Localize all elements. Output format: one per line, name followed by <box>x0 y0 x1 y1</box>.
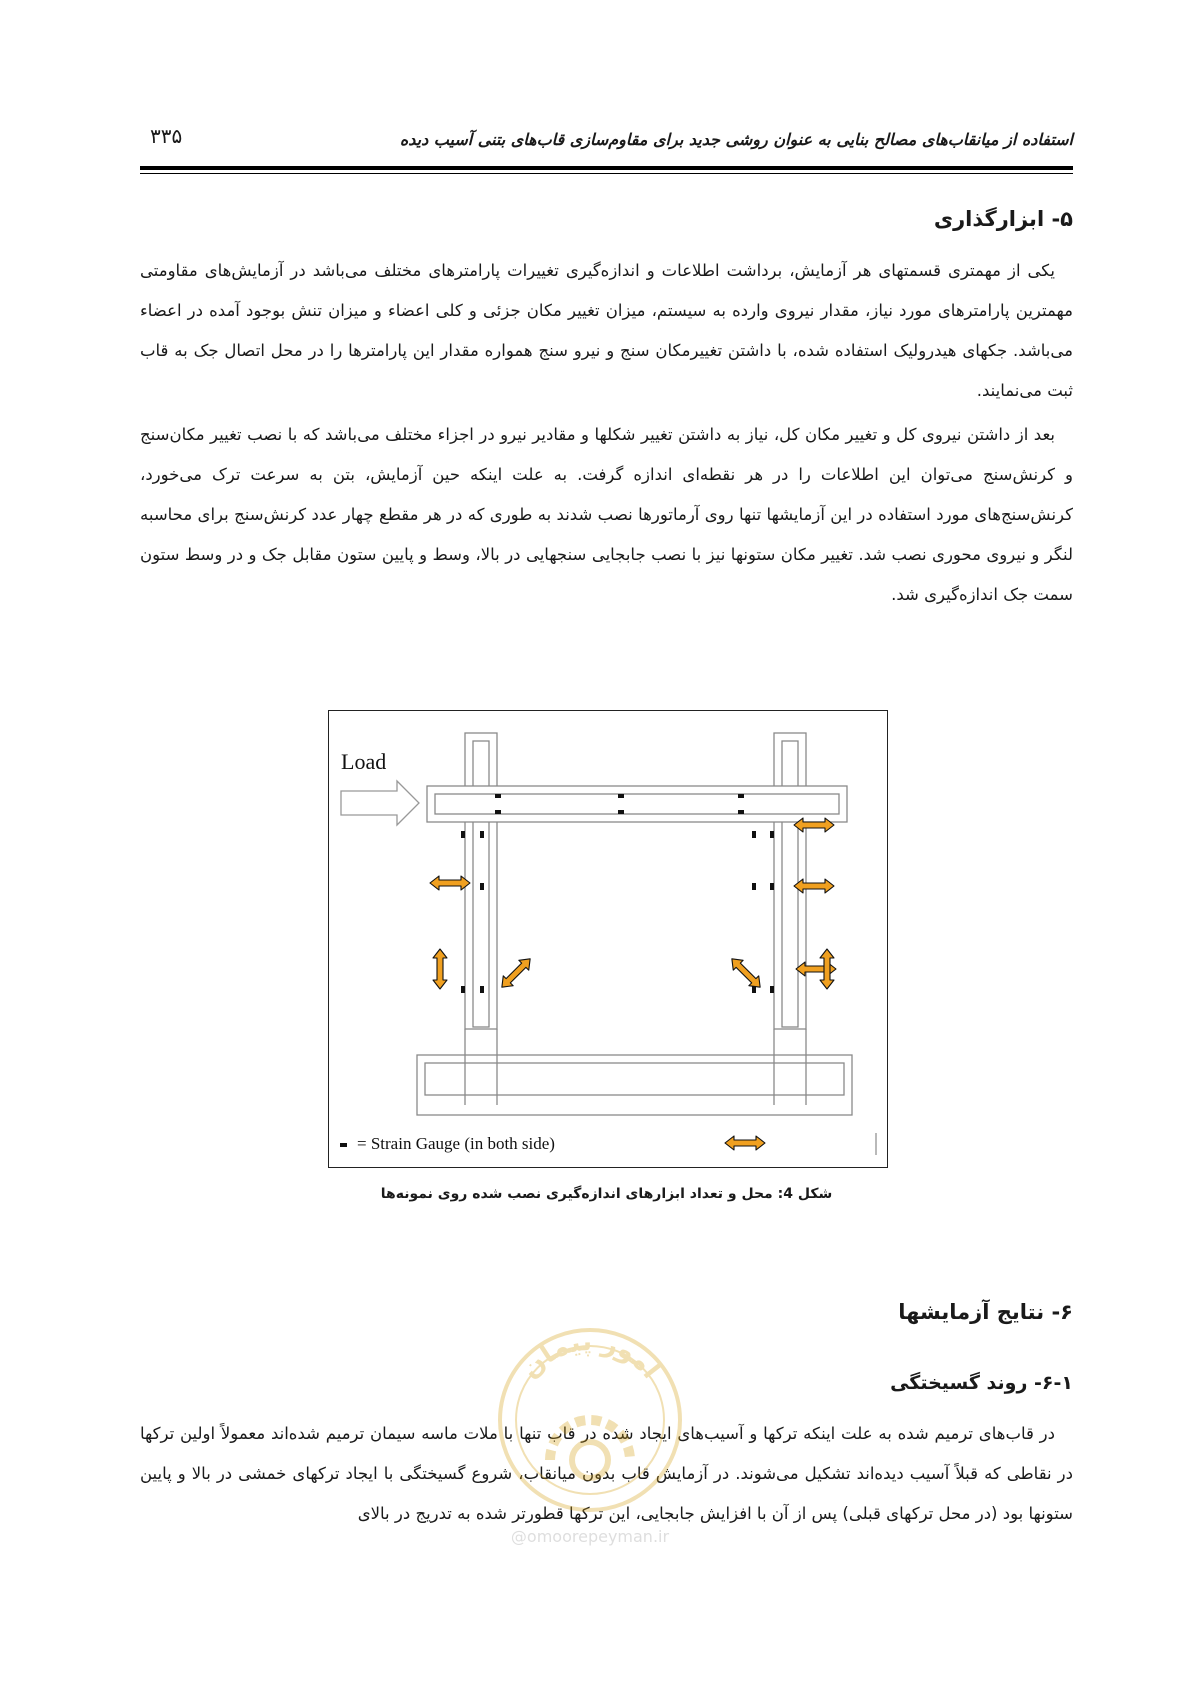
load-arrow <box>341 781 419 825</box>
strain-gauge <box>752 831 756 838</box>
svg-text:@omoorepeyman.ir: @omoorepeyman.ir <box>510 1527 670 1546</box>
running-header: استفاده از میانقاب‌های مصالح بنایی به عنوان روشی جدید برای مقاوم‌سازی قاب‌های بتنی آسیب دیده <box>399 130 1073 149</box>
header-rule-thin <box>140 173 1073 174</box>
legend-label: = Strain Gauge (in both side) <box>357 1134 555 1153</box>
header-rule-thick <box>140 166 1073 170</box>
legend-gauge-symbol <box>340 1143 347 1147</box>
strain-gauge <box>461 831 465 838</box>
section-5-paragraph-2: بعد از داشتن نیروی کل و تغییر مکان کل، نیاز به داشتن تغییر شکلها و مقادیر نیرو در اجزاء مختلف می‌باشد که با نصب تغییر مکان‌سنج و کرنش‌سنج می‌توان این اطلاعات را در هر نقطه‌ای اندازه گرفت. به علت اینکه حین آزمایش، بتن به سرعت ترک می‌خورد، کرنش‌سنج‌های مورد استفاده در این آزمایشها تنها روی آرماتورها نصب شدند به طوری که در هر مقطع چهار عدد کرنش‌سنج برای محاسبه لنگر و نیروی محوری نصب شد. تغییر مکان ستونها نیز با نصب جابجایی سنجهایی در بالا، وسط و پایین ستون مقابل جک و در وسط ستون سمت جک اندازه‌گیری شد. <box>140 425 1073 604</box>
lvdt-arrow <box>794 879 834 893</box>
svg-text:امور پیمان: امور پیمان <box>515 1326 666 1385</box>
section-6-heading: ۶- نتایج آزمایشها <box>898 1300 1073 1324</box>
strain-gauge <box>770 986 774 993</box>
left-column-outline <box>465 733 497 1029</box>
lvdt-arrow <box>430 876 470 890</box>
frame-diagram <box>329 711 889 1169</box>
strain-gauge <box>738 810 744 814</box>
strain-gauges <box>461 794 774 993</box>
lvdt-arrow <box>725 1136 765 1150</box>
page-number: ۳۳۵ <box>150 124 183 148</box>
figure-4 <box>328 710 888 1168</box>
top-beam-outline <box>427 786 847 822</box>
section-5-heading: ۵- ابزارگذاری <box>933 207 1073 231</box>
strain-gauge <box>461 986 465 993</box>
section-6-1-paragraph: در قاب‌های ترمیم شده به علت اینکه ترکها و آسیب‌های ایجاد شده در قاب تنها با ملات ماسه سیمان ترمیم شده‌اند معمولاً اولین ترکها در نقاطی که قبلاً آسیب دیده‌اند تشکیل می‌شوند. در آزمایش قاب بدون میانقاب، شروع گسیختگی با ایجاد ترکهای خمشی در بالا و پایین ستونها بود (در محل ترکهای قبلی) پس از آن با افزایش جابجایی، این ترکها قطورتر شده به تدریج در بالای <box>140 1424 1073 1523</box>
strain-gauge <box>480 883 484 890</box>
strain-gauge <box>480 986 484 993</box>
section-5-paragraph-1: یکی از مهمتری قسمتهای هر آزمایش، برداشت اطلاعات و اندازه‌گیری تغییرات پارامترهای مختلف می‌باشد در آزمایش‌های مقاومتی مهمترین پارامترهای مورد نیاز، مقدار نیروی وارده به سیستم، میزان تغییر مکان جزئی و کلی اعضاء و میزان تنش بوجود آمده در اعضاء می‌باشد. جکهای هیدرولیک استفاده شده، با داشتن تغییرمکان سنج و نیرو سنج همواره مقدار این پارامترها را در محل اتصال جک به قاب ثبت می‌نمایند. <box>140 261 1073 400</box>
lvdt-arrow <box>497 954 535 992</box>
right-column-inner <box>782 741 798 1027</box>
strain-gauge <box>738 794 744 798</box>
strain-gauge <box>495 794 501 798</box>
lvdt-arrow <box>727 954 765 992</box>
strain-gauge <box>480 831 484 838</box>
strain-gauge <box>770 831 774 838</box>
figure-caption: شکل 4: محل و تعداد ابزارهای اندازه‌گیری نصب شده روی نمونه‌ها <box>380 1186 833 1202</box>
strain-gauge <box>752 883 756 890</box>
strain-gauge <box>770 883 774 890</box>
watermark-logo <box>490 1320 690 1550</box>
section-6-1-heading: ۶-۱- روند گسیختگی <box>890 1372 1073 1394</box>
strain-gauge <box>495 810 501 814</box>
strain-gauge <box>618 794 624 798</box>
lvdt-arrow <box>433 949 447 989</box>
strain-gauge <box>618 810 624 814</box>
base-beam-outline <box>417 1055 852 1115</box>
load-label: Load <box>341 749 387 774</box>
